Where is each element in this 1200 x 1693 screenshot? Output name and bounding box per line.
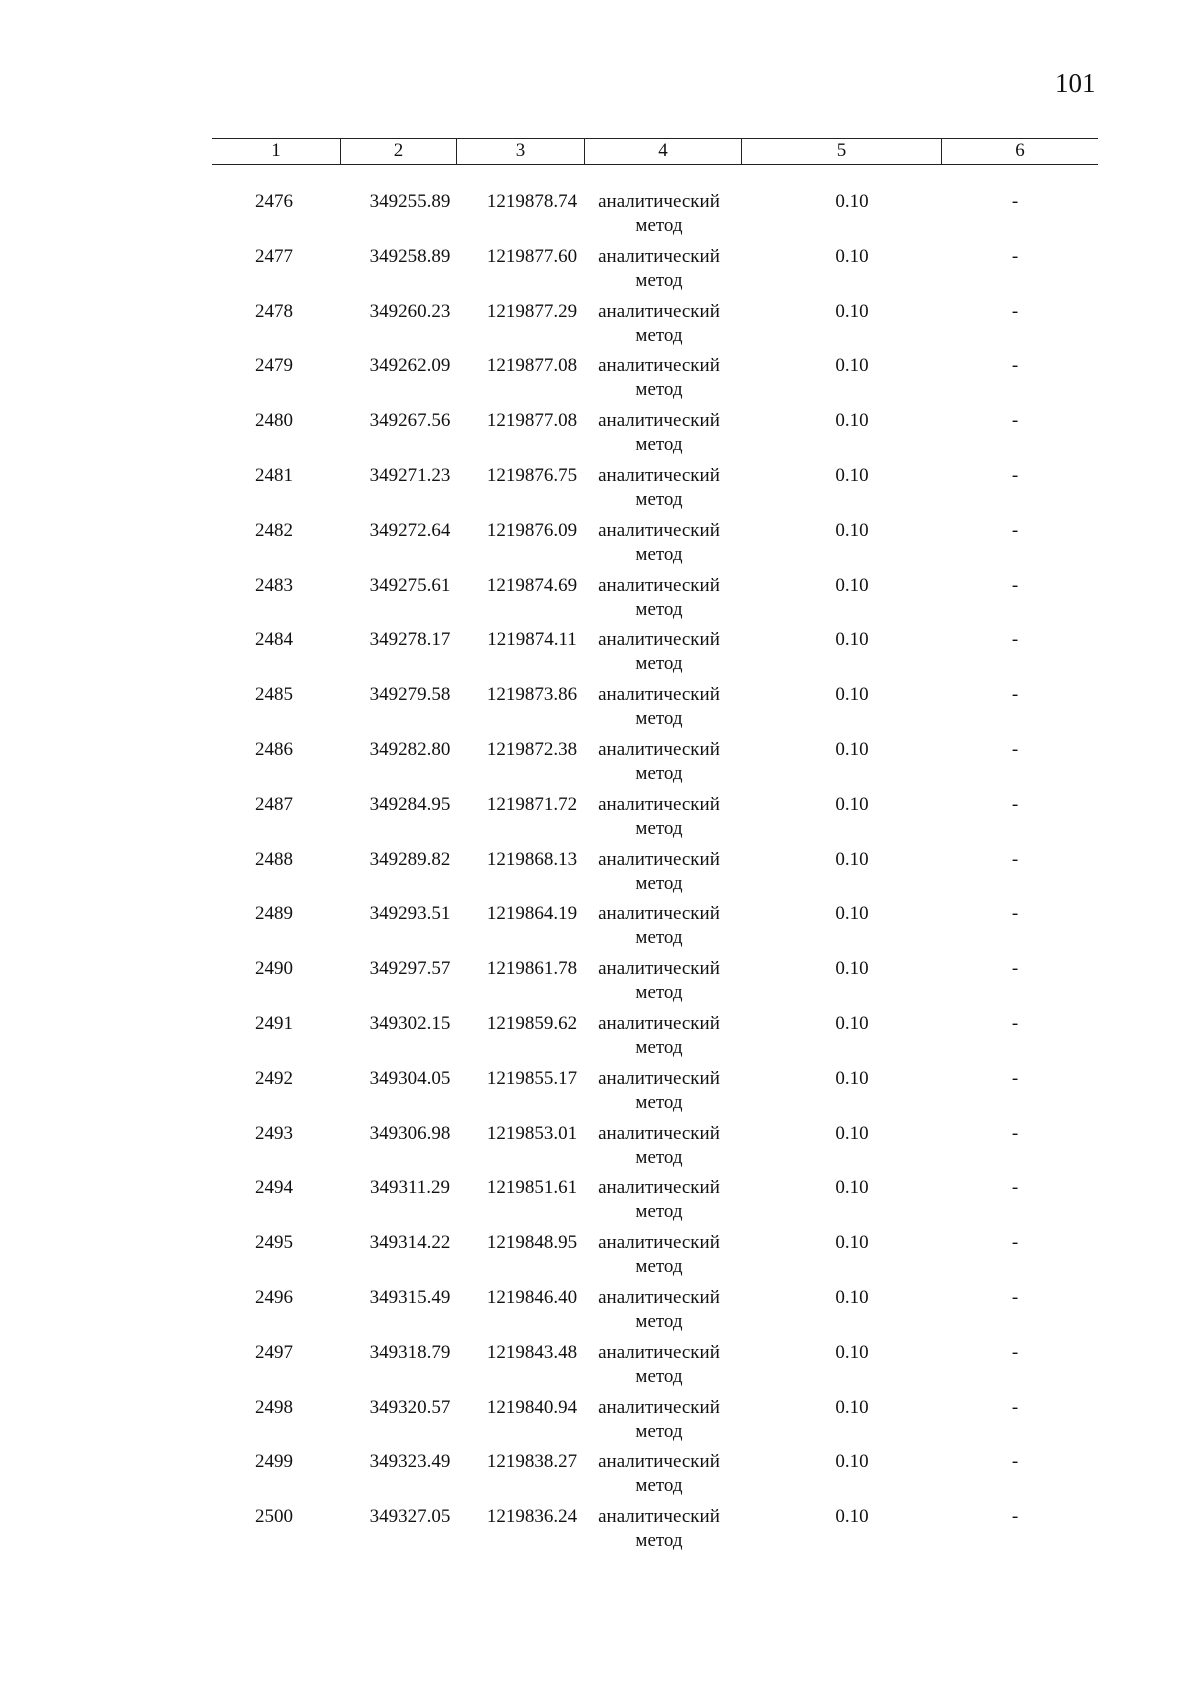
point-number-cell: 2498 bbox=[255, 1396, 293, 1418]
note-cell: - bbox=[1011, 629, 1019, 651]
table-row bbox=[212, 902, 1098, 957]
method-cell bbox=[579, 519, 739, 567]
method-line-2: метод bbox=[635, 1475, 683, 1497]
table-row bbox=[212, 245, 1098, 300]
y-coordinate-cell: 1219851.61 bbox=[486, 1177, 578, 1199]
note-cell: - bbox=[1011, 848, 1019, 870]
point-number-cell: 2500 bbox=[255, 1506, 293, 1528]
table-row bbox=[212, 409, 1098, 464]
note-cell: - bbox=[1011, 738, 1019, 760]
accuracy-cell: 0.10 bbox=[835, 191, 869, 212]
point-number-cell: 2488 bbox=[255, 848, 293, 870]
method-line-1: аналитический bbox=[598, 519, 720, 541]
accuracy-cell: 0.10 bbox=[835, 1341, 869, 1363]
accuracy-cell: 0.10 bbox=[835, 300, 869, 322]
point-number-cell: 2489 bbox=[255, 903, 293, 925]
point-number-cell: 2490 bbox=[255, 958, 293, 980]
accuracy-cell: 0.10 bbox=[835, 1451, 869, 1473]
note-cell: - bbox=[1011, 519, 1019, 541]
accuracy-cell: 0.10 bbox=[835, 958, 869, 980]
point-number-cell: 2485 bbox=[255, 684, 293, 706]
table-row bbox=[212, 738, 1098, 793]
method-line-2: метод bbox=[635, 1365, 683, 1387]
note-cell: - bbox=[1011, 1396, 1019, 1418]
y-coordinate-cell: 1219840.94 bbox=[486, 1396, 578, 1418]
method-line-1: аналитический bbox=[598, 1341, 720, 1363]
method-line-2: метод bbox=[635, 488, 683, 510]
method-line-2: метод bbox=[635, 215, 683, 236]
method-cell bbox=[579, 300, 739, 348]
note-cell: - bbox=[1011, 1122, 1019, 1144]
note-cell: - bbox=[1011, 574, 1019, 596]
method-line-1: аналитический bbox=[598, 355, 720, 377]
y-coordinate-cell: 1219877.60 bbox=[486, 245, 578, 267]
table-row bbox=[212, 574, 1098, 629]
page-number: 101 bbox=[1055, 68, 1096, 98]
y-coordinate-cell: 1219859.62 bbox=[486, 1012, 578, 1034]
y-coordinate-cell: 1219868.13 bbox=[486, 848, 578, 870]
method-cell bbox=[579, 1396, 739, 1444]
method-line-1: аналитический bbox=[598, 191, 720, 212]
method-line-2: метод bbox=[635, 1036, 683, 1058]
point-number-cell: 2496 bbox=[255, 1286, 293, 1308]
accuracy-cell: 0.10 bbox=[835, 1012, 869, 1034]
point-number-cell: 2478 bbox=[255, 300, 293, 322]
point-number-cell: 2482 bbox=[255, 519, 293, 541]
point-number-cell: 2492 bbox=[255, 1067, 293, 1089]
method-cell bbox=[579, 190, 739, 238]
y-coordinate-cell: 1219878.74 bbox=[486, 191, 578, 212]
note-cell: - bbox=[1011, 1067, 1019, 1089]
table-row bbox=[212, 519, 1098, 574]
note-cell: - bbox=[1011, 1286, 1019, 1308]
x-coordinate-cell: 349289.82 bbox=[369, 848, 451, 870]
note-cell: - bbox=[1011, 464, 1019, 486]
method-cell bbox=[579, 1505, 739, 1553]
note-cell: - bbox=[1011, 1506, 1019, 1528]
x-coordinate-cell: 349282.80 bbox=[369, 738, 451, 760]
method-cell bbox=[579, 245, 739, 293]
accuracy-cell: 0.10 bbox=[835, 1177, 869, 1199]
y-coordinate-cell: 1219872.38 bbox=[486, 738, 578, 760]
method-cell bbox=[579, 1450, 739, 1498]
method-cell bbox=[579, 409, 739, 457]
method-line-1: аналитический bbox=[598, 464, 720, 486]
x-coordinate-cell: 349284.95 bbox=[369, 793, 451, 815]
table-row bbox=[212, 1012, 1098, 1067]
table-row bbox=[212, 628, 1098, 683]
point-number-cell: 2487 bbox=[255, 793, 293, 815]
x-coordinate-cell: 349302.15 bbox=[369, 1012, 451, 1034]
note-cell: - bbox=[1011, 191, 1019, 212]
x-coordinate-cell: 349258.89 bbox=[369, 245, 451, 267]
y-coordinate-cell: 1219877.29 bbox=[486, 300, 578, 322]
x-coordinate-cell: 349318.79 bbox=[369, 1341, 451, 1363]
accuracy-cell: 0.10 bbox=[835, 1506, 869, 1528]
x-coordinate-cell: 349320.57 bbox=[369, 1396, 451, 1418]
method-line-1: аналитический bbox=[598, 300, 720, 322]
method-cell bbox=[579, 848, 739, 896]
accuracy-cell: 0.10 bbox=[835, 1396, 869, 1418]
y-coordinate-cell: 1219874.69 bbox=[486, 574, 578, 596]
method-line-2: метод bbox=[635, 708, 683, 730]
table-row bbox=[212, 1396, 1098, 1451]
method-line-2: метод bbox=[635, 653, 683, 675]
x-coordinate-cell: 349314.22 bbox=[369, 1232, 451, 1254]
point-number-cell: 2495 bbox=[255, 1232, 293, 1254]
method-line-1: аналитический bbox=[598, 958, 720, 980]
method-line-2: метод bbox=[635, 872, 683, 894]
x-coordinate-cell: 349279.58 bbox=[369, 684, 451, 706]
method-cell bbox=[579, 1341, 739, 1389]
accuracy-cell: 0.10 bbox=[835, 1122, 869, 1144]
method-line-2: метод bbox=[635, 1530, 683, 1552]
column-header-6: 6 bbox=[941, 139, 1098, 164]
x-coordinate-cell: 349267.56 bbox=[369, 410, 451, 432]
method-cell bbox=[579, 1231, 739, 1279]
method-cell bbox=[579, 902, 739, 950]
note-cell: - bbox=[1011, 958, 1019, 980]
column-header-4: 4 bbox=[584, 139, 741, 164]
method-line-1: аналитический bbox=[598, 793, 720, 815]
method-cell bbox=[579, 1122, 739, 1170]
note-cell: - bbox=[1011, 355, 1019, 377]
column-header-1: 1 bbox=[271, 140, 281, 161]
method-line-1: аналитический bbox=[598, 629, 720, 651]
table-row bbox=[212, 1067, 1098, 1122]
method-line-2: метод bbox=[635, 1420, 683, 1442]
method-line-1: аналитический bbox=[598, 1232, 720, 1254]
note-cell: - bbox=[1011, 1451, 1019, 1473]
note-cell: - bbox=[1011, 903, 1019, 925]
note-cell: - bbox=[1011, 300, 1019, 322]
table-header bbox=[212, 138, 1098, 165]
method-line-1: аналитический bbox=[598, 574, 720, 596]
y-coordinate-cell: 1219861.78 bbox=[486, 958, 578, 980]
x-coordinate-cell: 349278.17 bbox=[369, 629, 451, 651]
column-header-2: 2 bbox=[340, 139, 456, 164]
method-cell bbox=[579, 464, 739, 512]
method-line-1: аналитический bbox=[598, 684, 720, 706]
accuracy-cell: 0.10 bbox=[835, 464, 869, 486]
method-cell bbox=[579, 1012, 739, 1060]
method-line-1: аналитический bbox=[598, 1451, 720, 1473]
method-line-1: аналитический bbox=[598, 410, 720, 432]
method-cell bbox=[579, 1067, 739, 1115]
note-cell: - bbox=[1011, 1177, 1019, 1199]
x-coordinate-cell: 349306.98 bbox=[369, 1122, 451, 1144]
method-line-2: метод bbox=[635, 1256, 683, 1278]
column-header-3: 3 bbox=[456, 139, 584, 164]
note-cell: - bbox=[1011, 1232, 1019, 1254]
x-coordinate-cell: 349255.89 bbox=[369, 191, 451, 212]
point-number-cell: 2491 bbox=[255, 1012, 293, 1034]
accuracy-cell: 0.10 bbox=[835, 1286, 869, 1308]
y-coordinate-cell: 1219871.72 bbox=[486, 793, 578, 815]
method-line-2: метод bbox=[635, 324, 683, 346]
point-number-cell: 2477 bbox=[255, 245, 293, 267]
x-coordinate-cell: 349271.23 bbox=[369, 464, 451, 486]
point-number-cell: 2480 bbox=[255, 410, 293, 432]
note-cell: - bbox=[1011, 1012, 1019, 1034]
method-line-2: метод bbox=[635, 1146, 683, 1168]
column-header-5: 5 bbox=[741, 139, 941, 164]
note-cell: - bbox=[1011, 245, 1019, 267]
table-row bbox=[212, 1122, 1098, 1177]
table-row bbox=[212, 1341, 1098, 1396]
point-number-cell: 2494 bbox=[255, 1177, 293, 1199]
method-cell bbox=[579, 628, 739, 676]
table-row bbox=[212, 848, 1098, 903]
point-number-cell: 2483 bbox=[255, 574, 293, 596]
accuracy-cell: 0.10 bbox=[835, 574, 869, 596]
point-number-cell: 2499 bbox=[255, 1451, 293, 1473]
accuracy-cell: 0.10 bbox=[835, 738, 869, 760]
x-coordinate-cell: 349262.09 bbox=[369, 355, 451, 377]
method-cell bbox=[579, 1176, 739, 1224]
accuracy-cell: 0.10 bbox=[835, 1232, 869, 1254]
note-cell: - bbox=[1011, 410, 1019, 432]
method-line-2: метод bbox=[635, 598, 683, 620]
method-line-1: аналитический bbox=[598, 1177, 720, 1199]
method-cell bbox=[579, 738, 739, 786]
x-coordinate-cell: 349293.51 bbox=[369, 903, 451, 925]
method-cell bbox=[579, 574, 739, 622]
x-coordinate-cell: 349272.64 bbox=[369, 519, 451, 541]
note-cell: - bbox=[1011, 793, 1019, 815]
x-coordinate-cell: 349327.05 bbox=[369, 1506, 451, 1528]
table-row bbox=[212, 354, 1098, 409]
y-coordinate-cell: 1219876.75 bbox=[486, 464, 578, 486]
accuracy-cell: 0.10 bbox=[835, 355, 869, 377]
accuracy-cell: 0.10 bbox=[835, 1067, 869, 1089]
table-body bbox=[212, 190, 1098, 1560]
accuracy-cell: 0.10 bbox=[835, 410, 869, 432]
method-line-2: метод bbox=[635, 1201, 683, 1223]
table-row bbox=[212, 1505, 1098, 1560]
method-line-1: аналитический bbox=[598, 738, 720, 760]
x-coordinate-cell: 349297.57 bbox=[369, 958, 451, 980]
x-coordinate-cell: 349275.61 bbox=[369, 574, 451, 596]
y-coordinate-cell: 1219846.40 bbox=[486, 1286, 578, 1308]
accuracy-cell: 0.10 bbox=[835, 848, 869, 870]
x-coordinate-cell: 349260.23 bbox=[369, 300, 451, 322]
table-row bbox=[212, 683, 1098, 738]
method-line-1: аналитический bbox=[598, 1506, 720, 1528]
table-row bbox=[212, 793, 1098, 848]
method-cell bbox=[579, 793, 739, 841]
x-coordinate-cell: 349304.05 bbox=[369, 1067, 451, 1089]
point-number-cell: 2486 bbox=[255, 738, 293, 760]
method-line-2: метод bbox=[635, 927, 683, 949]
method-line-2: метод bbox=[635, 817, 683, 839]
note-cell: - bbox=[1011, 1341, 1019, 1363]
point-number-cell: 2481 bbox=[255, 464, 293, 486]
table-row bbox=[212, 1286, 1098, 1341]
y-coordinate-cell: 1219873.86 bbox=[486, 684, 578, 706]
method-cell bbox=[579, 683, 739, 731]
point-number-cell: 2479 bbox=[255, 355, 293, 377]
method-line-2: метод bbox=[635, 762, 683, 784]
x-coordinate-cell: 349323.49 bbox=[369, 1451, 451, 1473]
table-row bbox=[212, 190, 1098, 245]
method-line-2: метод bbox=[635, 379, 683, 401]
method-line-1: аналитический bbox=[598, 1396, 720, 1418]
accuracy-cell: 0.10 bbox=[835, 684, 869, 706]
method-line-2: метод bbox=[635, 434, 683, 456]
y-coordinate-cell: 1219876.09 bbox=[486, 519, 578, 541]
method-cell bbox=[579, 354, 739, 402]
accuracy-cell: 0.10 bbox=[835, 903, 869, 925]
method-cell bbox=[579, 1286, 739, 1334]
accuracy-cell: 0.10 bbox=[835, 793, 869, 815]
method-line-2: метод bbox=[635, 269, 683, 291]
y-coordinate-cell: 1219838.27 bbox=[486, 1451, 578, 1473]
point-number-cell: 2497 bbox=[255, 1341, 293, 1363]
method-line-1: аналитический bbox=[598, 245, 720, 267]
accuracy-cell: 0.10 bbox=[835, 519, 869, 541]
note-cell: - bbox=[1011, 684, 1019, 706]
table-row bbox=[212, 1231, 1098, 1286]
method-line-1: аналитический bbox=[598, 1122, 720, 1144]
y-coordinate-cell: 1219877.08 bbox=[486, 410, 578, 432]
accuracy-cell: 0.10 bbox=[835, 629, 869, 651]
y-coordinate-cell: 1219855.17 bbox=[486, 1067, 578, 1089]
table-row bbox=[212, 300, 1098, 355]
method-line-2: метод bbox=[635, 982, 683, 1004]
x-coordinate-cell: 349311.29 bbox=[369, 1177, 451, 1199]
method-line-2: метод bbox=[635, 1310, 683, 1332]
point-number-cell: 2484 bbox=[255, 629, 293, 651]
method-line-2: метод bbox=[635, 1091, 683, 1113]
y-coordinate-cell: 1219848.95 bbox=[486, 1232, 578, 1254]
accuracy-cell: 0.10 bbox=[835, 245, 869, 267]
table-row bbox=[212, 957, 1098, 1012]
x-coordinate-cell: 349315.49 bbox=[369, 1286, 451, 1308]
y-coordinate-cell: 1219853.01 bbox=[486, 1122, 578, 1144]
method-line-2: метод bbox=[635, 543, 683, 565]
y-coordinate-cell: 1219874.11 bbox=[487, 629, 577, 651]
method-line-1: аналитический bbox=[598, 1286, 720, 1308]
y-coordinate-cell: 1219843.48 bbox=[486, 1341, 578, 1363]
method-line-1: аналитический bbox=[598, 1067, 720, 1089]
point-number-cell: 2476 bbox=[255, 191, 293, 212]
method-cell bbox=[579, 957, 739, 1005]
table-row bbox=[212, 1176, 1098, 1231]
method-line-1: аналитический bbox=[598, 848, 720, 870]
y-coordinate-cell: 1219864.19 bbox=[486, 903, 578, 925]
y-coordinate-cell: 1219877.08 bbox=[486, 355, 578, 377]
method-line-1: аналитический bbox=[598, 1012, 720, 1034]
table-row bbox=[212, 464, 1098, 519]
method-line-1: аналитический bbox=[598, 903, 720, 925]
y-coordinate-cell: 1219836.24 bbox=[486, 1506, 578, 1528]
point-number-cell: 2493 bbox=[255, 1122, 293, 1144]
table-row bbox=[212, 1450, 1098, 1505]
